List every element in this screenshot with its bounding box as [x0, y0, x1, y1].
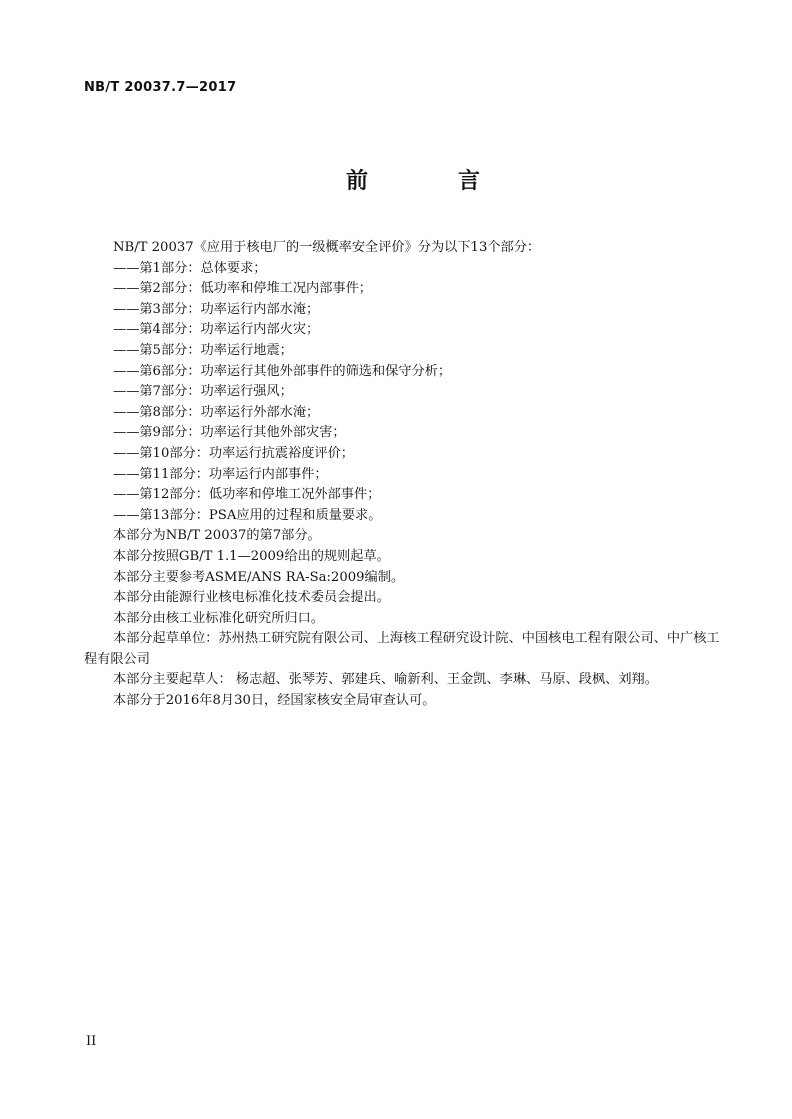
part-list-item: ——第13部分：PSA应用的过程和质量要求。: [113, 507, 382, 523]
part-statement: 本部分为NB/T 20037的第7部分。: [113, 528, 321, 544]
page-number: II: [86, 1034, 97, 1049]
drafters-statement: 本部分主要起草人： 杨志超、张琴芳、郭建兵、喻新利、王金凯、李琳、马原、段枫、刘翔。: [113, 672, 658, 688]
drafting-rules-statement: 本部分按照GB/T 1.1—2009给出的规则起草。: [113, 548, 390, 564]
document-code: NB/T 20037.7—2017: [84, 80, 237, 95]
drafting-units-statement: 本部分起草单位：苏州热工研究院有限公司、上海核工程研究设计院、中国核电工程有限公司、中广核工程有限公司: [84, 631, 720, 667]
part-list-item: ——第5部分：功率运行地震；: [113, 342, 293, 358]
part-list-item: ——第7部分：功率运行强风；: [113, 384, 293, 400]
part-list-item: ——第6部分：功率运行其他外部事件的筛选和保守分析；: [113, 363, 452, 379]
part-list-item: ——第9部分：功率运行其他外部灾害；: [113, 425, 346, 441]
part-list-item: ——第3部分：功率运行内部水淹；: [113, 301, 320, 317]
page-title: 前 言: [345, 169, 514, 194]
approval-statement: 本部分于2016年8月30日，经国家核安全局审查认可。: [113, 693, 436, 709]
part-list-item: ——第8部分：功率运行外部水淹；: [113, 404, 320, 420]
part-list-item: ——第12部分：低功率和停堆工况外部事件；: [113, 487, 381, 503]
part-list-item: ——第2部分：低功率和停堆工况内部事件；: [113, 281, 372, 297]
reference-statement: 本部分主要参考ASME/ANS RA-Sa:2009编制。: [113, 569, 405, 585]
proposer-statement: 本部分由能源行业核电标准化技术委员会提出。: [113, 590, 390, 606]
foreword-body: [84, 238, 724, 712]
part-list-item: ——第4部分：功率运行内部火灾；: [113, 322, 320, 338]
administrator-statement: 本部分由核工业标准化研究所归口。: [113, 610, 324, 626]
part-list-item: ——第11部分：功率运行内部事件；: [113, 466, 328, 482]
part-list-item: ——第10部分：功率运行抗震裕度评价；: [113, 445, 354, 461]
part-list-item: ——第1部分：总体要求；: [113, 260, 267, 276]
intro-paragraph: NB/T 20037《应用于核电厂的一级概率安全评价》分为以下13个部分：: [113, 240, 541, 255]
